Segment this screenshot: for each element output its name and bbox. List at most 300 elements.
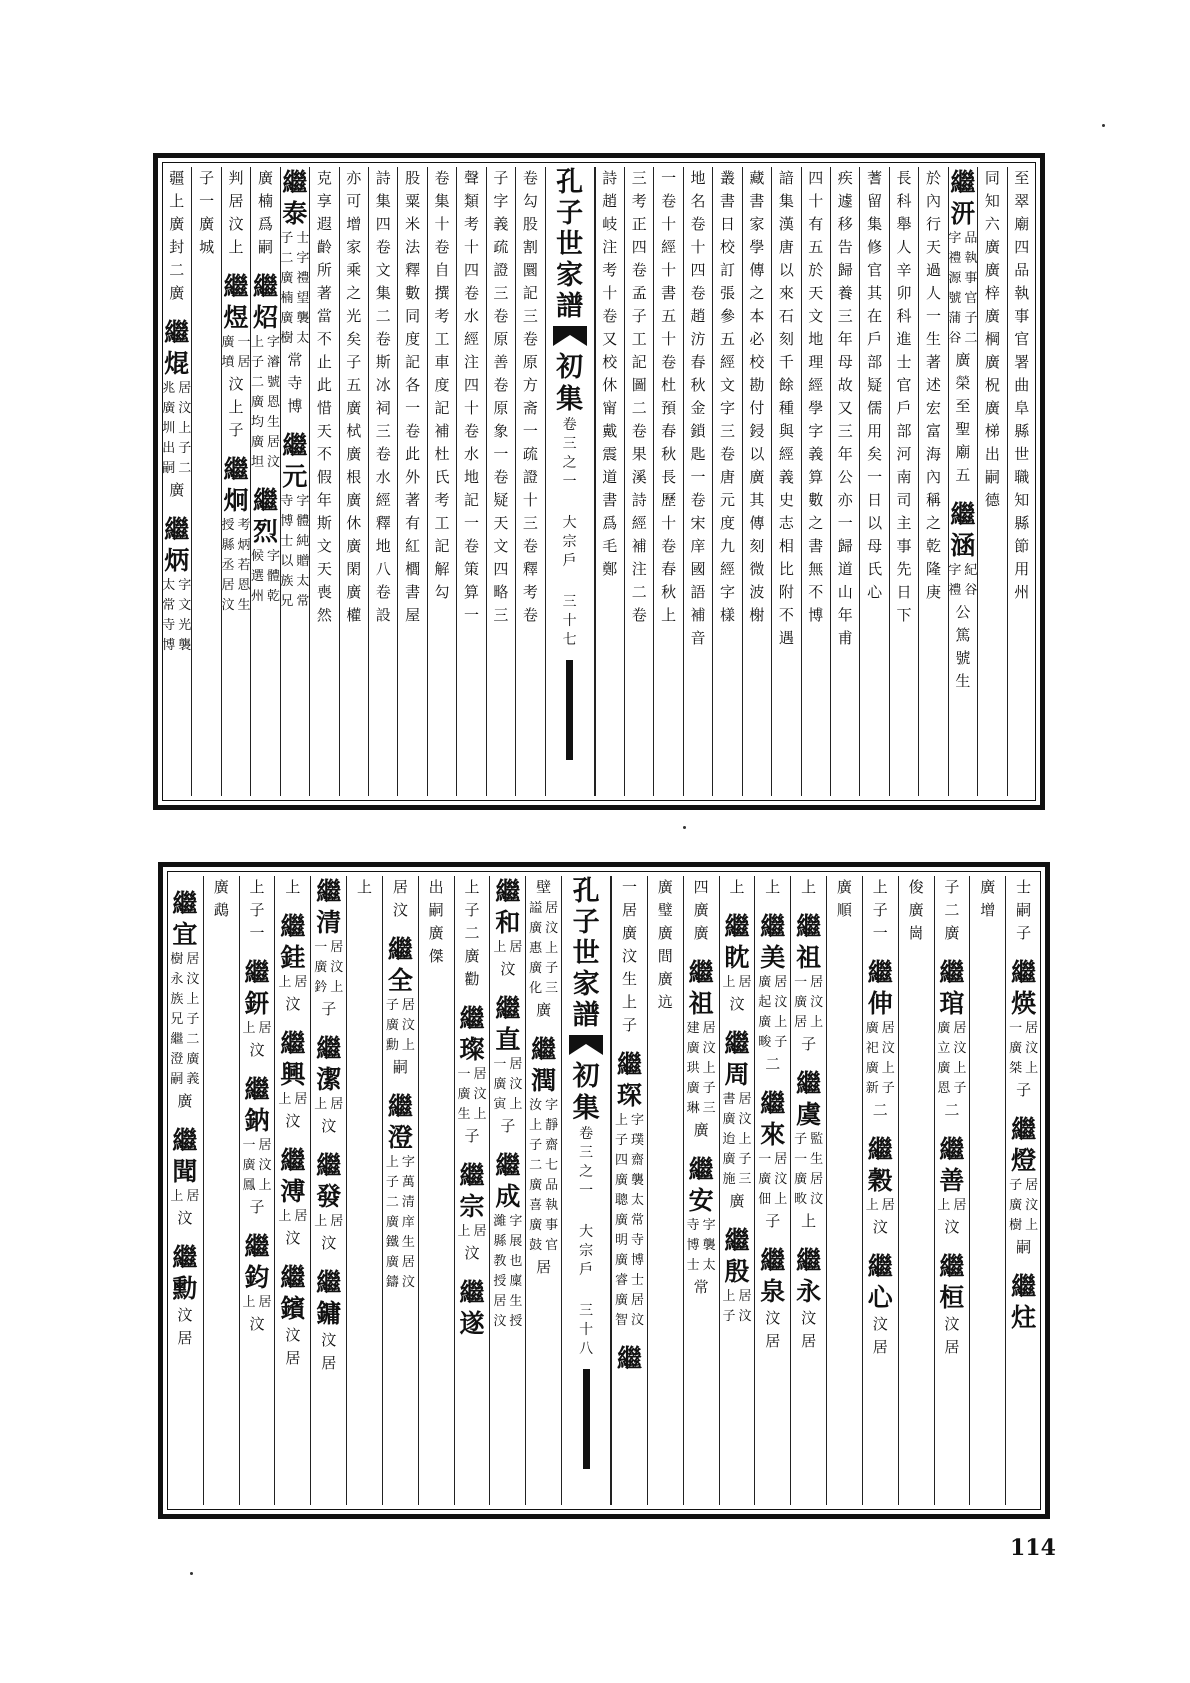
- text-char: 卷: [463, 422, 479, 440]
- annotation-pair: [757, 1033, 789, 1053]
- text-char: 六: [984, 215, 1000, 233]
- text-char: 考: [463, 215, 479, 233]
- text-char: 廣: [428, 924, 444, 942]
- annotation-char: 襲: [296, 311, 310, 326]
- annotation-pair: [492, 1232, 524, 1252]
- annotation-char: 居: [738, 1289, 752, 1304]
- annotation-pair: [221, 333, 250, 353]
- volume-char: 卷: [562, 417, 577, 433]
- text-char: 山: [837, 583, 853, 601]
- text-char: 用: [867, 422, 883, 440]
- annotation-char: 汶: [702, 1041, 716, 1056]
- annotation-pair: [221, 596, 250, 616]
- text-char: 五: [719, 330, 735, 348]
- name-char: 安: [688, 1186, 714, 1215]
- name-char: 炷: [1011, 1303, 1037, 1332]
- text-char: 節: [1014, 537, 1030, 555]
- annotation-char: 光: [178, 618, 192, 633]
- annotation-char: 居: [258, 1021, 272, 1036]
- annotation-pair: [528, 959, 560, 979]
- text-char: 五: [808, 238, 824, 256]
- annotation-char: 廣: [250, 395, 264, 410]
- annotation-pair: [1008, 1176, 1040, 1196]
- annotation-char: 廣: [529, 1178, 543, 1193]
- text-char: 補: [434, 422, 450, 440]
- annotation-pair: [936, 1196, 968, 1216]
- annotation-char: 選: [250, 569, 264, 584]
- annotation-pair: [456, 1105, 488, 1125]
- name-char: 穀: [867, 1166, 893, 1195]
- annotation-char: 乾: [266, 589, 280, 604]
- text-char: 勸: [464, 970, 480, 988]
- household-char: 大: [562, 515, 577, 531]
- text-column: [418, 876, 454, 1505]
- text-char: 經: [661, 238, 677, 256]
- name-char: 善: [939, 1166, 965, 1195]
- annotation-pair: [864, 1196, 896, 1216]
- annotation-pair: [221, 536, 250, 556]
- text-char: 遇: [778, 629, 794, 647]
- text-char: 矣: [867, 445, 883, 463]
- text-char: 齡: [316, 238, 332, 256]
- annotation-char: 鳳: [242, 1178, 256, 1193]
- text-char: 車: [434, 353, 450, 371]
- text-char: 三: [719, 422, 735, 440]
- annotation-char: 三: [738, 1172, 752, 1187]
- text-char: 篤: [955, 626, 971, 644]
- text-char: 冰: [375, 376, 391, 394]
- annotation-char: 士: [630, 1273, 644, 1288]
- annotation-pair: [721, 1170, 753, 1190]
- text-char: 子: [872, 901, 888, 919]
- text-char: 文: [375, 261, 391, 279]
- annotation-char: 品: [964, 231, 978, 246]
- name-char: 繼: [280, 1029, 306, 1058]
- annotation-char: 汶: [810, 1192, 824, 1207]
- annotation-pair: [280, 552, 309, 572]
- text-column: [162, 167, 191, 796]
- annotation-char: 上: [186, 992, 200, 1007]
- text-char: 三: [522, 514, 538, 532]
- text-char: 無: [808, 560, 824, 578]
- annotation-char: 一: [1009, 1021, 1023, 1036]
- text-char: 算: [463, 583, 479, 601]
- text-char: 過: [925, 261, 941, 279]
- volume-char: 三: [579, 1145, 594, 1161]
- scan-speck: [1102, 124, 1105, 127]
- name-char: 繼: [724, 1226, 750, 1255]
- annotation-pair: [162, 636, 191, 656]
- text-char: 書: [808, 537, 824, 555]
- name-char: 繼: [459, 1004, 485, 1033]
- text-char: 以: [749, 445, 765, 463]
- annotation-char: 子: [881, 1081, 895, 1096]
- annotation-char: 子: [250, 355, 264, 370]
- annotation-char: 居: [953, 1021, 967, 1036]
- annotation-char: 三: [545, 981, 559, 996]
- text-char: 甯: [602, 399, 618, 417]
- annotation-pair: [280, 269, 309, 289]
- text-char: 地: [463, 468, 479, 486]
- text-char: 二: [631, 399, 647, 417]
- annotation-pair: [384, 996, 416, 1016]
- text-char: 斯: [375, 353, 391, 371]
- annotation-pair: [492, 1252, 524, 1272]
- text-char: 不: [316, 330, 332, 348]
- text-column: [339, 167, 368, 796]
- annotation-pair: [948, 309, 977, 329]
- text-char: 博: [287, 397, 303, 415]
- annotation-char: 廣: [794, 995, 808, 1010]
- text-char: 用: [1014, 560, 1030, 578]
- text-char: 嗣: [1016, 901, 1032, 919]
- text-column: [647, 876, 683, 1505]
- annotation-char: 祀: [865, 1041, 879, 1056]
- annotation-char: 居: [401, 1255, 415, 1270]
- annotation-char: 字: [509, 1214, 523, 1229]
- annotation-char: 居: [774, 975, 788, 990]
- text-char: 數: [808, 491, 824, 509]
- text-char: 秋: [690, 376, 706, 394]
- text-char: 史: [778, 491, 794, 509]
- annotation-char: 勳: [385, 1038, 399, 1053]
- annotation-char: 博: [280, 514, 294, 529]
- fishtail-mark-icon: [553, 326, 587, 346]
- annotation-char: 子: [178, 441, 192, 456]
- annotation-char: 嗣: [170, 1072, 184, 1087]
- text-char: 一: [690, 468, 706, 486]
- text-char: 子: [346, 353, 362, 371]
- annotation-char: 上: [278, 1209, 292, 1224]
- text-char: 上: [249, 878, 265, 896]
- text-char: 宏: [925, 399, 941, 417]
- text-char: 震: [602, 445, 618, 463]
- text-char: 春: [661, 422, 677, 440]
- text-char: 廣: [749, 468, 765, 486]
- annotation-char: 繼: [170, 1032, 184, 1047]
- text-column: [918, 167, 947, 796]
- text-char: 子: [801, 1035, 817, 1053]
- annotation-pair: [313, 938, 345, 958]
- text-char: 南: [896, 468, 912, 486]
- text-char: 栻: [346, 422, 362, 440]
- text-char: 記: [405, 353, 421, 371]
- text-char: 比: [778, 560, 794, 578]
- text-char: 經: [808, 376, 824, 394]
- annotation-char: 樹: [1009, 1218, 1023, 1233]
- text-char: 汶: [321, 1234, 337, 1252]
- annotation-char: 上: [493, 940, 507, 955]
- text-char: 宋: [690, 514, 706, 532]
- annotation-char: 廣: [614, 1293, 628, 1308]
- text-char: 子: [199, 169, 215, 187]
- annotation-char: 禮: [948, 251, 962, 266]
- annotation-pair: [685, 1039, 717, 1059]
- text-char: 補: [690, 606, 706, 624]
- text-char: 生: [955, 672, 971, 690]
- text-char: 卷: [463, 537, 479, 555]
- annotation-pair: [721, 1130, 753, 1150]
- annotation-char: 士: [280, 534, 294, 549]
- text-char: 居: [944, 1338, 960, 1356]
- text-char: 四: [463, 376, 479, 394]
- annotation-pair: [250, 587, 279, 607]
- text-char: 家: [749, 215, 765, 233]
- annotation-pair: [721, 973, 753, 993]
- center-column: [561, 876, 611, 1505]
- annotation-char: 居: [509, 1057, 523, 1072]
- annotation-char: 一: [237, 335, 251, 350]
- text-char: 居: [228, 192, 244, 210]
- text-char: 義: [778, 468, 794, 486]
- text-char: 記: [463, 491, 479, 509]
- text-char: 出: [984, 445, 1000, 463]
- text-char: 歸: [837, 261, 853, 279]
- text-char: 斯: [316, 514, 332, 532]
- annotation-char: 汶: [545, 921, 559, 936]
- text-char: 廣: [346, 445, 362, 463]
- text-char: 廣: [984, 261, 1000, 279]
- annotation-char: 汶: [221, 598, 235, 613]
- text-char: 一: [621, 878, 637, 896]
- volume-char: 之: [562, 455, 577, 471]
- annotation-char: 士: [686, 1258, 700, 1273]
- annotation-char: 上: [278, 975, 292, 990]
- text-char: 唐: [778, 238, 794, 256]
- annotation-char: 上: [170, 1189, 184, 1204]
- annotation-char: 事: [545, 1218, 559, 1233]
- annotation-char: 候: [250, 549, 264, 564]
- annotation-pair: [528, 1196, 560, 1216]
- text-char: 參: [719, 307, 735, 325]
- text-column: [683, 876, 719, 1505]
- annotation-char: 居: [473, 1067, 487, 1082]
- annotation-pair: [169, 1050, 201, 1070]
- annotation-pair: [492, 938, 524, 958]
- text-char: 廣: [346, 399, 362, 417]
- text-char: 二: [944, 1101, 960, 1119]
- text-char: 書: [749, 192, 765, 210]
- text-char: 故: [837, 376, 853, 394]
- text-char: 十: [661, 261, 677, 279]
- annotation-pair: [757, 993, 789, 1013]
- text-char: 記: [631, 353, 647, 371]
- text-char: 十: [661, 514, 677, 532]
- text-char: 股: [405, 169, 421, 187]
- name-char: 繼: [223, 272, 249, 301]
- text-char: 州: [1014, 583, 1030, 601]
- text-char: 道: [837, 560, 853, 578]
- text-char: 疾: [837, 169, 853, 187]
- annotation-pair: [250, 333, 279, 353]
- annotation-pair: [1008, 1019, 1040, 1039]
- annotation-char: 二: [250, 375, 264, 390]
- annotation-char: 圳: [162, 421, 176, 436]
- text-char: 三: [631, 169, 647, 187]
- name-char: 繼: [495, 877, 521, 906]
- text-char: 居: [621, 901, 637, 919]
- text-char: 廣: [169, 284, 185, 302]
- annotation-char: 子: [964, 311, 978, 326]
- annotation-char: 體: [266, 569, 280, 584]
- annotation-char: 喜: [529, 1198, 543, 1213]
- annotation-char: 子: [280, 231, 294, 246]
- text-char: 訂: [719, 261, 735, 279]
- leaf-number-char: 十: [562, 613, 577, 629]
- text-column: [742, 167, 771, 796]
- text-char: 十: [522, 491, 538, 509]
- text-char: 詩: [375, 169, 391, 187]
- annotation-pair: [685, 1256, 717, 1276]
- text-char: 氏: [867, 560, 883, 578]
- annotation-pair: [528, 1116, 560, 1136]
- text-char: 波: [749, 583, 765, 601]
- text-char: 必: [749, 330, 765, 348]
- annotation-char: 禮: [948, 583, 962, 598]
- annotation-char: 居: [330, 1097, 344, 1112]
- annotation-char: 博: [162, 638, 176, 653]
- text-char: 校: [749, 353, 765, 371]
- text-char: 遐: [316, 215, 332, 233]
- annotation-char: 炳: [237, 538, 251, 553]
- annotation-char: 佃: [758, 1192, 772, 1207]
- text-char: 工: [631, 330, 647, 348]
- text-char: 司: [896, 491, 912, 509]
- annotation-char: 新: [865, 1081, 879, 1096]
- text-char: 以: [778, 261, 794, 279]
- text-column: [280, 167, 309, 796]
- text-char: 數: [405, 284, 421, 302]
- annotation-char: 汶: [1025, 1198, 1039, 1213]
- text-char: 廣: [836, 878, 852, 896]
- fishtail-bar: [583, 1369, 590, 1469]
- annotation-pair: [221, 516, 250, 536]
- name-char: 繼: [1011, 1115, 1037, 1144]
- text-char: 號: [955, 649, 971, 667]
- text-char: 增: [346, 215, 362, 233]
- text-char: 士: [896, 353, 912, 371]
- text-char: 官: [867, 261, 883, 279]
- text-char: 校: [602, 353, 618, 371]
- annotation-char: 起: [758, 995, 772, 1010]
- text-char: 子: [249, 901, 265, 919]
- annotation-char: 清: [401, 1195, 415, 1210]
- text-column: [397, 167, 426, 796]
- annotation-char: 上: [278, 1092, 292, 1107]
- annotation-char: 廣: [1009, 1198, 1023, 1213]
- text-char: 疏: [522, 445, 538, 463]
- text-char: 卯: [896, 284, 912, 302]
- text-char: 卷: [631, 422, 647, 440]
- name-char: 繼: [459, 1278, 485, 1307]
- name-char: 繼: [316, 877, 342, 906]
- annotation-char: 授: [493, 1274, 507, 1289]
- text-char: 人: [925, 284, 941, 302]
- annotation-pair: [948, 329, 977, 349]
- text-char: 之: [749, 284, 765, 302]
- text-char: 汶: [944, 1218, 960, 1236]
- text-char: 五: [346, 376, 362, 394]
- annotation-char: 上: [314, 1214, 328, 1229]
- text-char: 子: [228, 421, 244, 439]
- annotation-char: 執: [545, 1198, 559, 1213]
- annotation-char: 生: [457, 1107, 471, 1122]
- text-char: 十: [808, 192, 824, 210]
- annotation-char: 汶: [810, 995, 824, 1010]
- text-char: 字: [719, 399, 735, 417]
- annotation-char: 居: [881, 1021, 895, 1036]
- text-char: 榮: [955, 374, 971, 392]
- annotation-char: 居: [774, 1152, 788, 1167]
- center-column: [545, 167, 595, 796]
- annotation-char: 字: [296, 251, 310, 266]
- name-char: 繼: [939, 1135, 965, 1164]
- annotation-pair: [162, 399, 191, 419]
- text-char: 度: [434, 376, 450, 394]
- name-char: 繼: [724, 912, 750, 941]
- text-char: 一: [463, 606, 479, 624]
- name-char: 銈: [280, 943, 306, 972]
- annotation-char: 坦: [250, 455, 264, 470]
- text-column: [250, 167, 279, 796]
- annotation-char: 子: [614, 1133, 628, 1148]
- annotation-pair: [162, 576, 191, 596]
- annotation-pair: [162, 459, 191, 479]
- text-char: 廣: [984, 238, 1000, 256]
- annotation-pair: [169, 1187, 201, 1207]
- text-char: 乾: [925, 537, 941, 555]
- annotation-char: 字: [948, 231, 962, 246]
- text-column: [830, 167, 859, 796]
- text-char: 榭: [749, 606, 765, 624]
- text-char: 金: [690, 399, 706, 417]
- text-char: 天: [925, 238, 941, 256]
- annotation-char: 博: [686, 1238, 700, 1253]
- annotation-pair: [613, 1131, 645, 1151]
- annotation-char: 廣: [280, 271, 294, 286]
- text-char: 鵡: [213, 901, 229, 919]
- text-char: 八: [375, 560, 391, 578]
- text-char: 之: [925, 514, 941, 532]
- text-char: 四: [690, 261, 706, 279]
- annotation-pair: [492, 1212, 524, 1232]
- annotation-char: 居: [258, 1138, 272, 1153]
- name-char: 繼: [616, 1344, 642, 1373]
- name-char: 繼: [387, 1092, 413, 1121]
- text-char: 集: [778, 192, 794, 210]
- annotation-char: 太: [296, 331, 310, 346]
- annotation-char: 居: [1025, 1178, 1039, 1193]
- text-char: 子: [464, 901, 480, 919]
- text-char: 一: [493, 445, 509, 463]
- name-char: 繼: [939, 958, 965, 987]
- annotation-pair: [277, 1207, 309, 1227]
- text-char: 廣: [944, 924, 960, 942]
- text-char: 上: [765, 878, 781, 896]
- text-char: 書: [661, 284, 677, 302]
- annotation-char: 七: [545, 1158, 559, 1173]
- annotation-pair: [613, 1191, 645, 1211]
- text-char: 五: [955, 466, 971, 484]
- text-char: 其: [749, 491, 765, 509]
- text-char: 天: [316, 422, 332, 440]
- text-char: 翠: [1014, 192, 1030, 210]
- name-char: 繼: [282, 431, 308, 460]
- annotation-char: 化: [529, 981, 543, 996]
- name-char: 遂: [459, 1309, 485, 1338]
- leaf-number-char: 三: [562, 594, 577, 610]
- text-char: 外: [405, 468, 421, 486]
